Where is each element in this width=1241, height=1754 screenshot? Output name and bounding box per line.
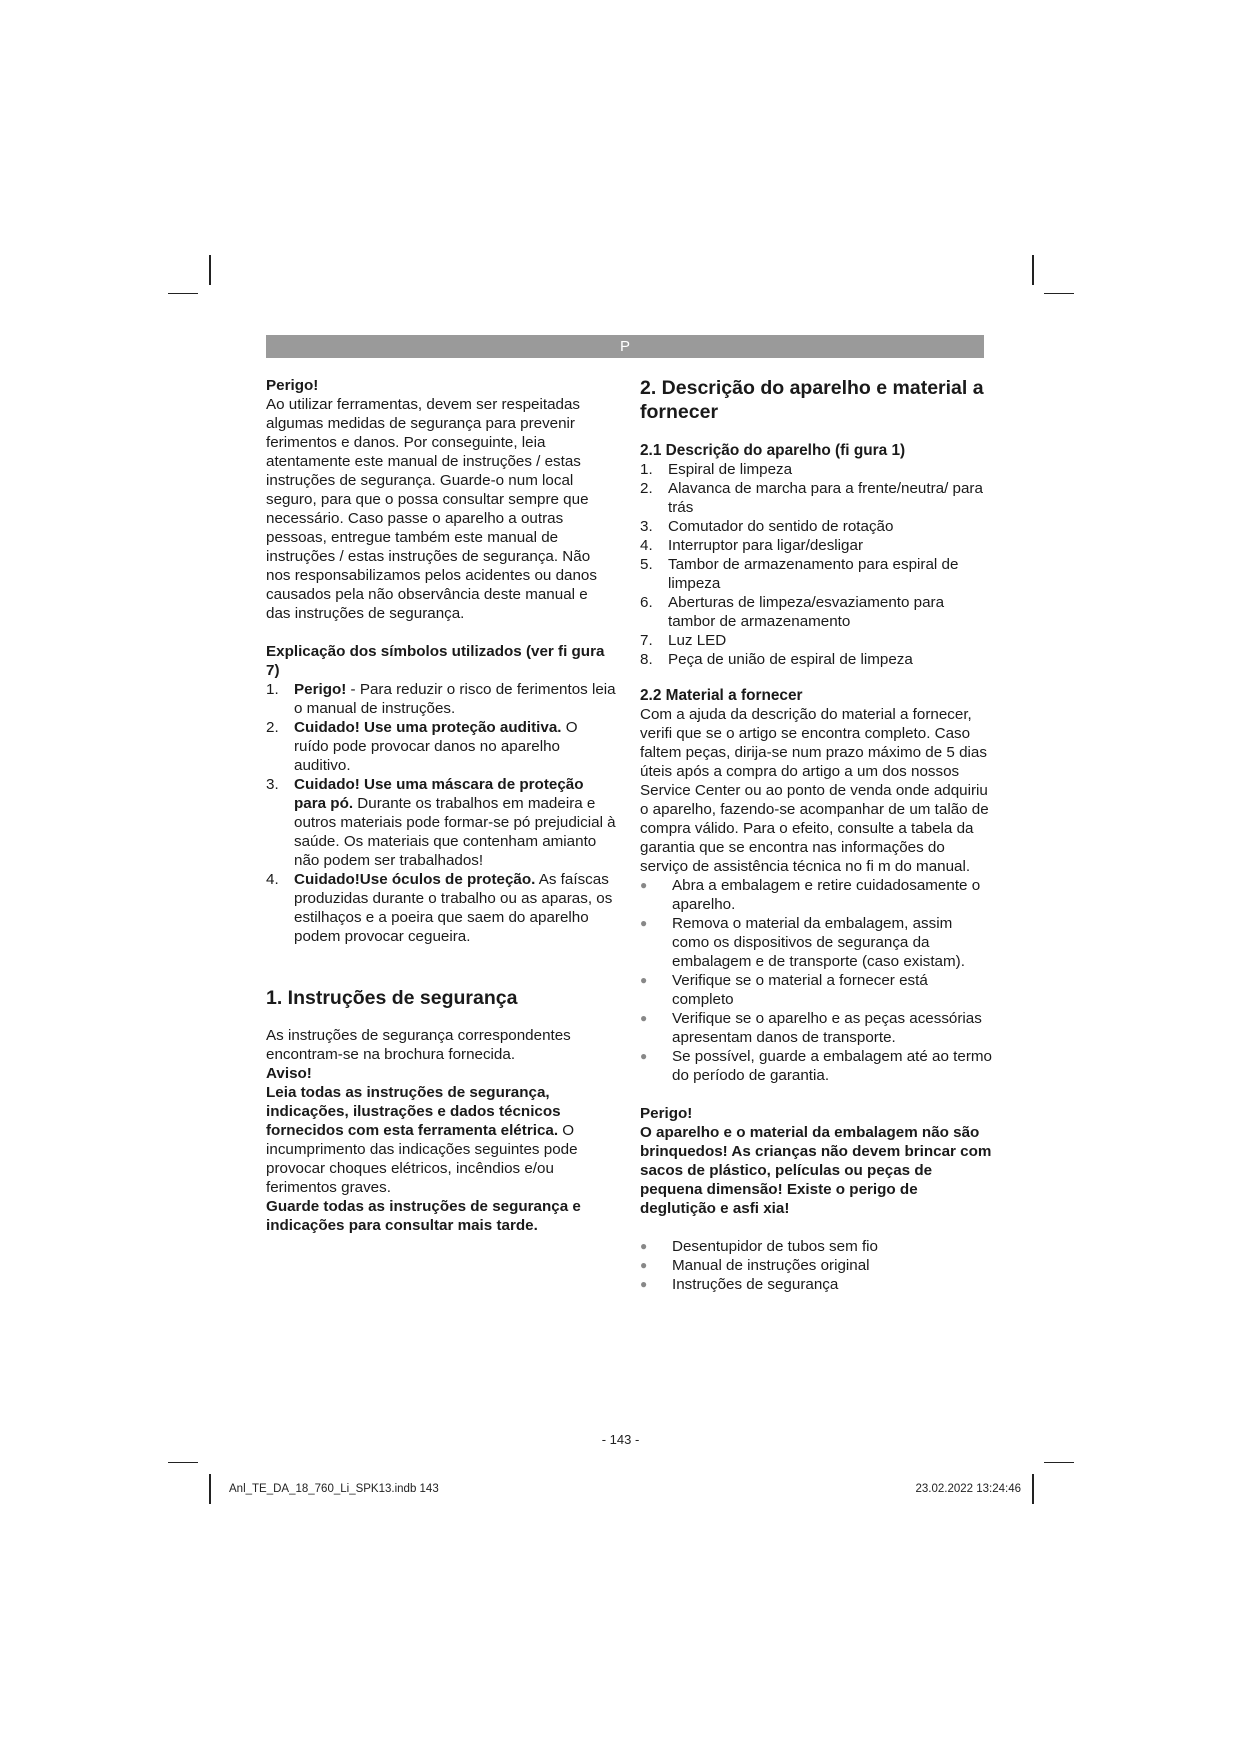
list-item: ● Desentupidor de tubos sem fio (640, 1238, 878, 1255)
list-item: 4. Cuidado!Use óculos de proteção. As faíscas produzidas durante o trabalho ou as aparas, os estilhaços e a poeira que saem do aparelho podem provocar cegueira. (266, 871, 613, 945)
supply-text: Com a ajuda da descrição do material a fornecer, verifi que se o artigo se encontra completo. Caso faltem peças, dirija-se num prazo máximo de 5 dias úteis após a compra do artigo a um dos nossos Service Center ou ao ponto de venda onde adquiriu o aparelho, fazendo-se acompanhar de um talão de compra válido. Para o efeito, consulte a tabela da garantia que se encontra nas informações do serviço de assistência técnica no fi m do manual. (640, 706, 989, 875)
list-item: 2. Cuidado! Use uma proteção auditiva. O ruído pode provocar danos no aparelho auditivo. (266, 719, 578, 774)
page-number: - 143 - (601, 1432, 640, 1447)
components-list (640, 460, 992, 669)
footer-filename: Anl_TE_DA_18_760_Li_SPK13.indb 143 (229, 1483, 439, 1495)
list-item: 3. Cuidado! Use uma máscara de proteção para pó. Durante os trabalhos em madeira e outros materiais pode formar-se pó prejudicial à saúde. Os materiais que contenham amianto não podem ser trabalhados! (266, 776, 616, 869)
bullet-icon: ● (640, 1239, 648, 1253)
bullet-icon: ● (640, 1049, 648, 1063)
danger-text: Ao utilizar ferramentas, devem ser respeitadas algumas medidas de segurança para prevenir ferimentos e danos. Por conseguinte, leia atentamente este manual de instruções / estas instruções de segurança. Guarde-o num local seguro, para que o possa consultar sempre que necessário. Caso passe o aparelho a outras pessoas, entregue também este manual de instruções / estas instruções de segurança. Não nos responsabilizamos pelos acidentes ou danos causados pela não observância deste manual e das instruções de segurança. (266, 396, 597, 622)
list-item: 7. Luz LED (640, 632, 727, 649)
symbols-list (266, 680, 616, 946)
list-item: 2. Alavanca de marcha para a frente/neutra/ para trás (640, 480, 983, 516)
crop-mark (1032, 255, 1034, 285)
language-header-bar (266, 335, 984, 358)
bullet-icon: ● (640, 1277, 648, 1291)
list-item: 6. Aberturas de limpeza/esvaziamento para tambor de armazenamento (640, 594, 945, 630)
danger-text-right: O aparelho e o material da embalagem não são brinquedos! As crianças não devem brincar com sacos de plástico, películas ou peças de pequena dimensão! Existe o perigo de deglutição e asfi xia! (640, 1124, 992, 1217)
list-item: ● Se possível, guarde a embalagem até ao termo do período de garantia. (640, 1048, 992, 1084)
list-item: ● Verifique se o material a fornecer está completo (640, 972, 928, 1008)
language-code: P (619, 338, 630, 355)
list-item: 5. Tambor de armazenamento para espiral de limpeza (640, 556, 959, 592)
crop-mark (1044, 1462, 1074, 1463)
list-item: 4. Interruptor para ligar/desligar (640, 537, 864, 554)
section-heading-safety: 1. Instruções de segurança (266, 987, 518, 1009)
list-item: 3. Comutador do sentido de rotação (640, 518, 894, 535)
list-item: ● Manual de instruções original (640, 1257, 870, 1274)
list-item: 1. Espiral de limpeza (640, 461, 793, 478)
list-item: ● Instruções de segurança (640, 1276, 839, 1293)
bullet-icon: ● (640, 1258, 648, 1272)
crop-mark (209, 1474, 211, 1504)
crop-mark (1044, 293, 1074, 294)
danger-title-right: Perigo! (640, 1105, 693, 1122)
crop-mark (1032, 1474, 1034, 1504)
list-item: ● Abra a embalagem e retire cuidadosamente o aparelho. (640, 877, 981, 913)
warning-paragraph: Leia todas as instruções de segurança, indicações, ilustrações e dados técnicos fornecidos com esta ferramenta elétrica. O incumprimento das indicações seguintes pode provocar choques elétricos, incêndios e/ou ferimentos graves. (266, 1084, 578, 1196)
list-item: ● Remova o material da embalagem, assim como os dispositivos de segurança da embalagem e de transporte (caso existam). (640, 915, 965, 970)
right-column (640, 376, 992, 1294)
subheading-supply: 2.2 Material a fornecer (640, 687, 803, 704)
keep-instructions: Guarde todas as instruções de segurança e indicações para consultar mais tarde. (266, 1198, 581, 1234)
bullet-icon: ● (640, 1011, 648, 1025)
crop-mark (209, 255, 211, 285)
footer-timestamp: 23.02.2022 13:24:46 (915, 1483, 1021, 1495)
crop-mark (168, 293, 198, 294)
contents-list (640, 1237, 992, 1294)
left-column (266, 376, 616, 1235)
bullet-icon: ● (640, 916, 648, 930)
bullet-icon: ● (640, 878, 648, 892)
danger-title: Perigo! (266, 377, 319, 394)
unpack-steps-list (640, 876, 992, 1085)
subheading-description: 2.1 Descrição do aparelho (fi gura 1) (640, 442, 906, 459)
section-heading-description: 2. Descrição do aparelho e material a fornecer (640, 377, 984, 423)
symbols-title: Explicação dos símbolos utilizados (ver fi gura 7) (266, 643, 605, 679)
list-item: ● Verifique se o aparelho e as peças acessórias apresentam danos de transporte. (640, 1010, 982, 1046)
bullet-icon: ● (640, 973, 648, 987)
safety-intro: As instruções de segurança correspondentes encontram-se na brochura fornecida. (266, 1027, 571, 1063)
list-item: 1. Perigo! - Para reduzir o risco de ferimentos leia o manual de instruções. (266, 681, 616, 717)
list-item: 8. Peça de união de espiral de limpeza (640, 651, 913, 668)
warning-title: Aviso! (266, 1065, 312, 1082)
crop-mark (168, 1462, 198, 1463)
